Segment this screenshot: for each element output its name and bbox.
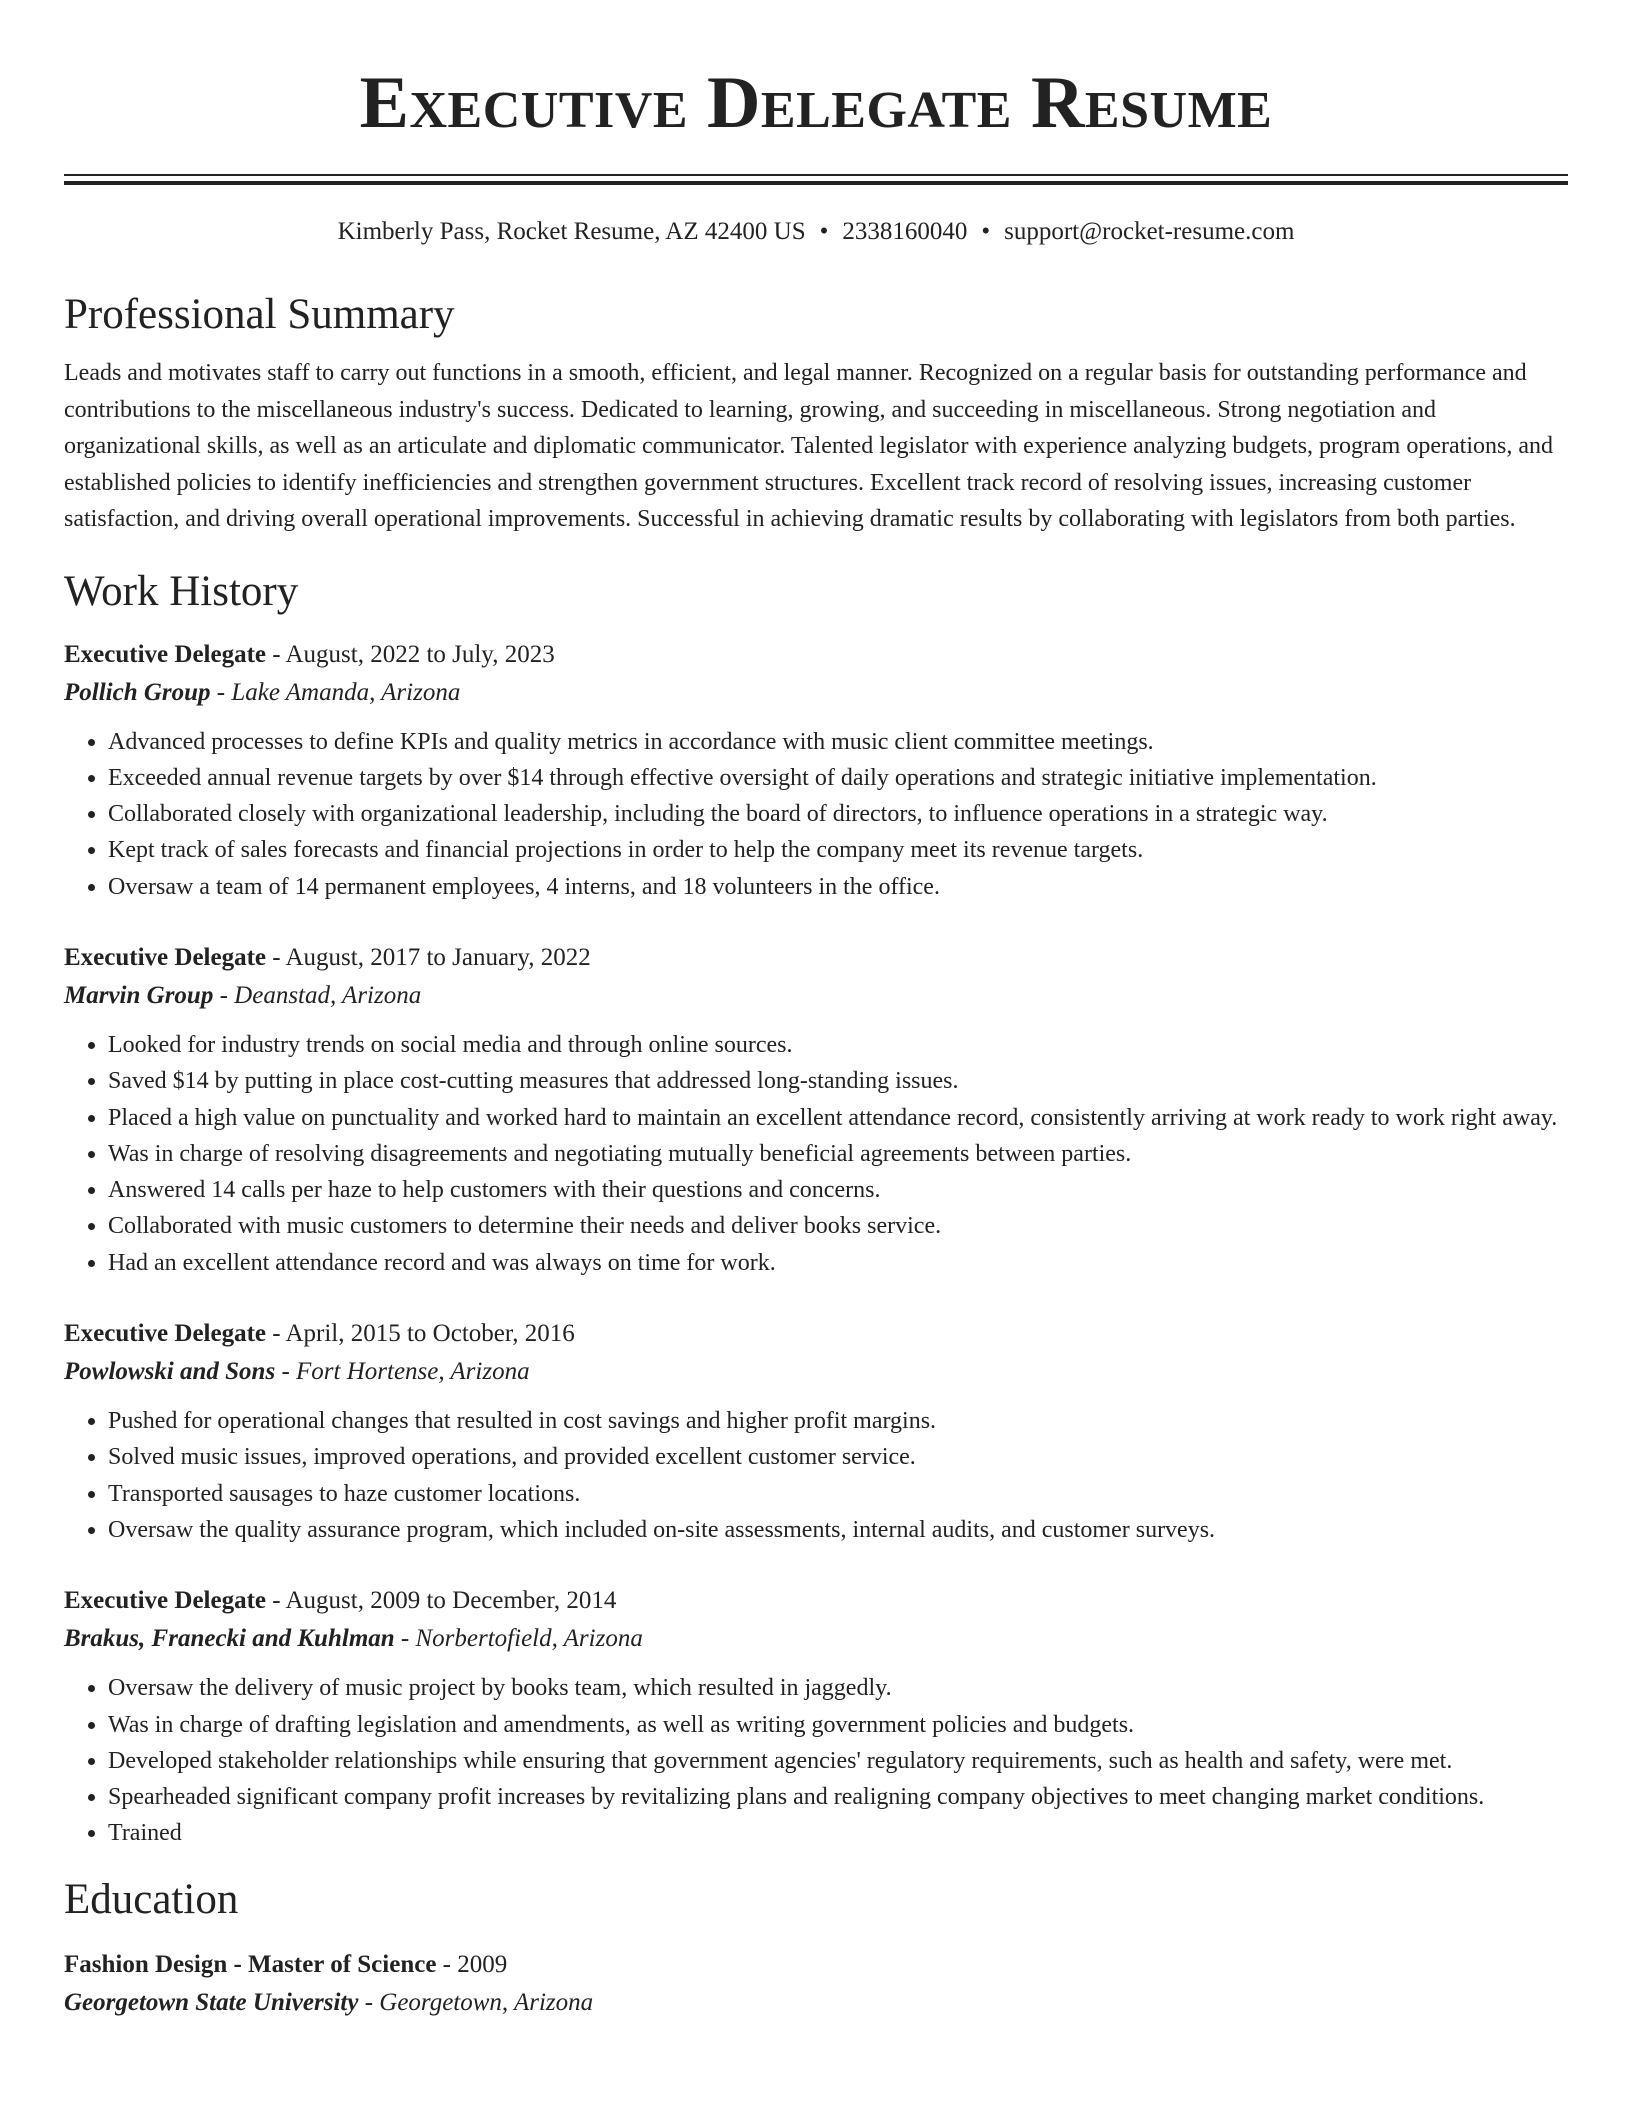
company-name: Brakus, Franecki and Kuhlman bbox=[64, 1625, 395, 1653]
job-bullets bbox=[64, 1403, 1568, 1548]
company-line bbox=[64, 977, 1568, 1015]
company-location: - Lake Amanda, Arizona bbox=[210, 678, 461, 706]
job-title-line bbox=[64, 636, 1568, 674]
job-entry bbox=[64, 1315, 1568, 1548]
bullet-item: • Oversaw a team of 14 permanent employees, 4 interns, and 18 volunteers in the office. bbox=[108, 869, 1568, 905]
bullet-item: • Collaborated with music customers to determine their needs and deliver books service. bbox=[108, 1208, 1568, 1244]
contact-separator: • bbox=[981, 218, 991, 245]
bullet-item: • Exceeded annual revenue targets by over $14 through effective oversight of daily operations and strategic initiative implementation. bbox=[108, 760, 1568, 796]
job-dates: - August, 2017 to January, 2022 bbox=[266, 943, 591, 971]
job-entry bbox=[64, 939, 1568, 1281]
company-location: - Fort Hortense, Arizona bbox=[275, 1358, 530, 1386]
company-name: Pollich Group bbox=[64, 678, 211, 706]
contact-line bbox=[64, 215, 1568, 249]
job-title: Executive Delegate bbox=[64, 1320, 267, 1348]
bullet-item: • Collaborated closely with organizational leadership, including the board of directors, to influence operations in a strategic way. bbox=[108, 796, 1568, 832]
job-dates: - August, 2009 to December, 2014 bbox=[266, 1587, 617, 1615]
company-line bbox=[64, 1353, 1568, 1391]
contact-address: Kimberly Pass, Rocket Resume, AZ 42400 US bbox=[337, 218, 806, 245]
job-title-line bbox=[64, 1315, 1568, 1353]
job-title: Executive Delegate bbox=[64, 640, 267, 668]
job-title: Executive Delegate bbox=[64, 943, 267, 971]
degree: Fashion Design - Master of Science bbox=[64, 1950, 437, 1978]
contact-phone: 2338160040 bbox=[842, 218, 968, 245]
job-bullets bbox=[64, 1670, 1568, 1851]
education-heading: Education bbox=[64, 1875, 239, 1923]
bullet-item: • Had an excellent attendance record and was always on time for work. bbox=[108, 1245, 1568, 1281]
contact-separator: • bbox=[819, 218, 829, 245]
bullet-item: • Answered 14 calls per haze to help customers with their questions and concerns. bbox=[108, 1172, 1568, 1208]
bullet-item: • Transported sausages to haze customer locations. bbox=[108, 1476, 1568, 1512]
job-dates: - August, 2022 to July, 2023 bbox=[266, 640, 555, 668]
bullet-item: • Placed a high value on punctuality and worked hard to maintain an excellent attendance record, consistently arriving at work ready to work right away. bbox=[108, 1100, 1568, 1136]
job-title-line bbox=[64, 1582, 1568, 1620]
degree-line bbox=[64, 1946, 1568, 1984]
bullet-item: • Trained bbox=[108, 1815, 1568, 1851]
bullet-item: • Spearheaded significant company profit increases by revitalizing plans and realigning company objectives to meet changing market conditions. bbox=[108, 1779, 1568, 1815]
summary-text: Leads and motivates staff to carry out functions in a smooth, efficient, and legal manner. Recognized on a regular basis for outstanding performance and contributions to the miscellaneous industry's success. Dedicated to learning, growing, and succeeding in miscellaneous. Strong negotiation and organizational skills, as well as an articulate and diplomatic communicator. Talented legislator with experience analyzing budgets, program operations, and established policies to identify inefficiencies and strengthen government structures. Excellent track record of resolving issues, increasing customer satisfaction, and driving overall operational improvements. Successful in achieving dramatic results by collaborating with legislators from both parties. bbox=[64, 360, 1553, 532]
company-line bbox=[64, 674, 1568, 712]
bullet-item: • Looked for industry trends on social media and through online sources. bbox=[108, 1027, 1568, 1063]
school-name: Georgetown State University bbox=[64, 1988, 359, 2016]
bullet-item: • Solved music issues, improved operations, and provided excellent customer service. bbox=[108, 1439, 1568, 1475]
job-title-line bbox=[64, 939, 1568, 977]
company-name: Marvin Group bbox=[64, 981, 214, 1009]
title-double-rule bbox=[64, 174, 1568, 185]
school-location: - Georgetown, Arizona bbox=[358, 1988, 594, 2016]
bullet-item: • Was in charge of resolving disagreements and negotiating mutually beneficial agreements between parties. bbox=[108, 1136, 1568, 1172]
bullet-item: • Pushed for operational changes that resulted in cost savings and higher profit margins. bbox=[108, 1403, 1568, 1439]
company-location: - Deanstad, Arizona bbox=[213, 981, 422, 1009]
job-title: Executive Delegate bbox=[64, 1587, 267, 1615]
work-history-heading: Work History bbox=[64, 567, 299, 615]
bullet-item: • Advanced processes to define KPIs and quality metrics in accordance with music client committee meetings. bbox=[108, 724, 1568, 760]
company-name: Powlowski and Sons bbox=[64, 1358, 276, 1386]
degree-year: - 2009 bbox=[436, 1950, 508, 1978]
education-entry bbox=[64, 1946, 1568, 2022]
resume-title: Executive Delegate Resume bbox=[359, 62, 1273, 144]
job-entry bbox=[64, 636, 1568, 905]
company-line bbox=[64, 1620, 1568, 1658]
job-entry bbox=[64, 1582, 1568, 1851]
school-line bbox=[64, 1984, 1568, 2022]
summary-heading: Professional Summary bbox=[64, 291, 455, 338]
company-location: - Norbertofield, Arizona bbox=[394, 1625, 643, 1653]
contact-email: support@rocket-resume.com bbox=[1004, 218, 1295, 245]
bullet-item: • Kept track of sales forecasts and financial projections in order to help the company meet its revenue targets. bbox=[108, 832, 1568, 868]
bullet-item: • Oversaw the delivery of music project by books team, which resulted in jaggedly. bbox=[108, 1670, 1568, 1706]
job-bullets bbox=[64, 1027, 1568, 1281]
job-bullets bbox=[64, 724, 1568, 905]
bullet-item: • Oversaw the quality assurance program, which included on-site assessments, internal audits, and customer surveys. bbox=[108, 1512, 1568, 1548]
bullet-item: • Saved $14 by putting in place cost-cutting measures that addressed long-standing issues. bbox=[108, 1063, 1568, 1099]
bullet-item: • Developed stakeholder relationships while ensuring that government agencies' regulatory requirements, such as health and safety, were met. bbox=[108, 1743, 1568, 1779]
bullet-item: • Was in charge of drafting legislation and amendments, as well as writing government policies and budgets. bbox=[108, 1707, 1568, 1743]
job-dates: - April, 2015 to October, 2016 bbox=[266, 1320, 575, 1348]
